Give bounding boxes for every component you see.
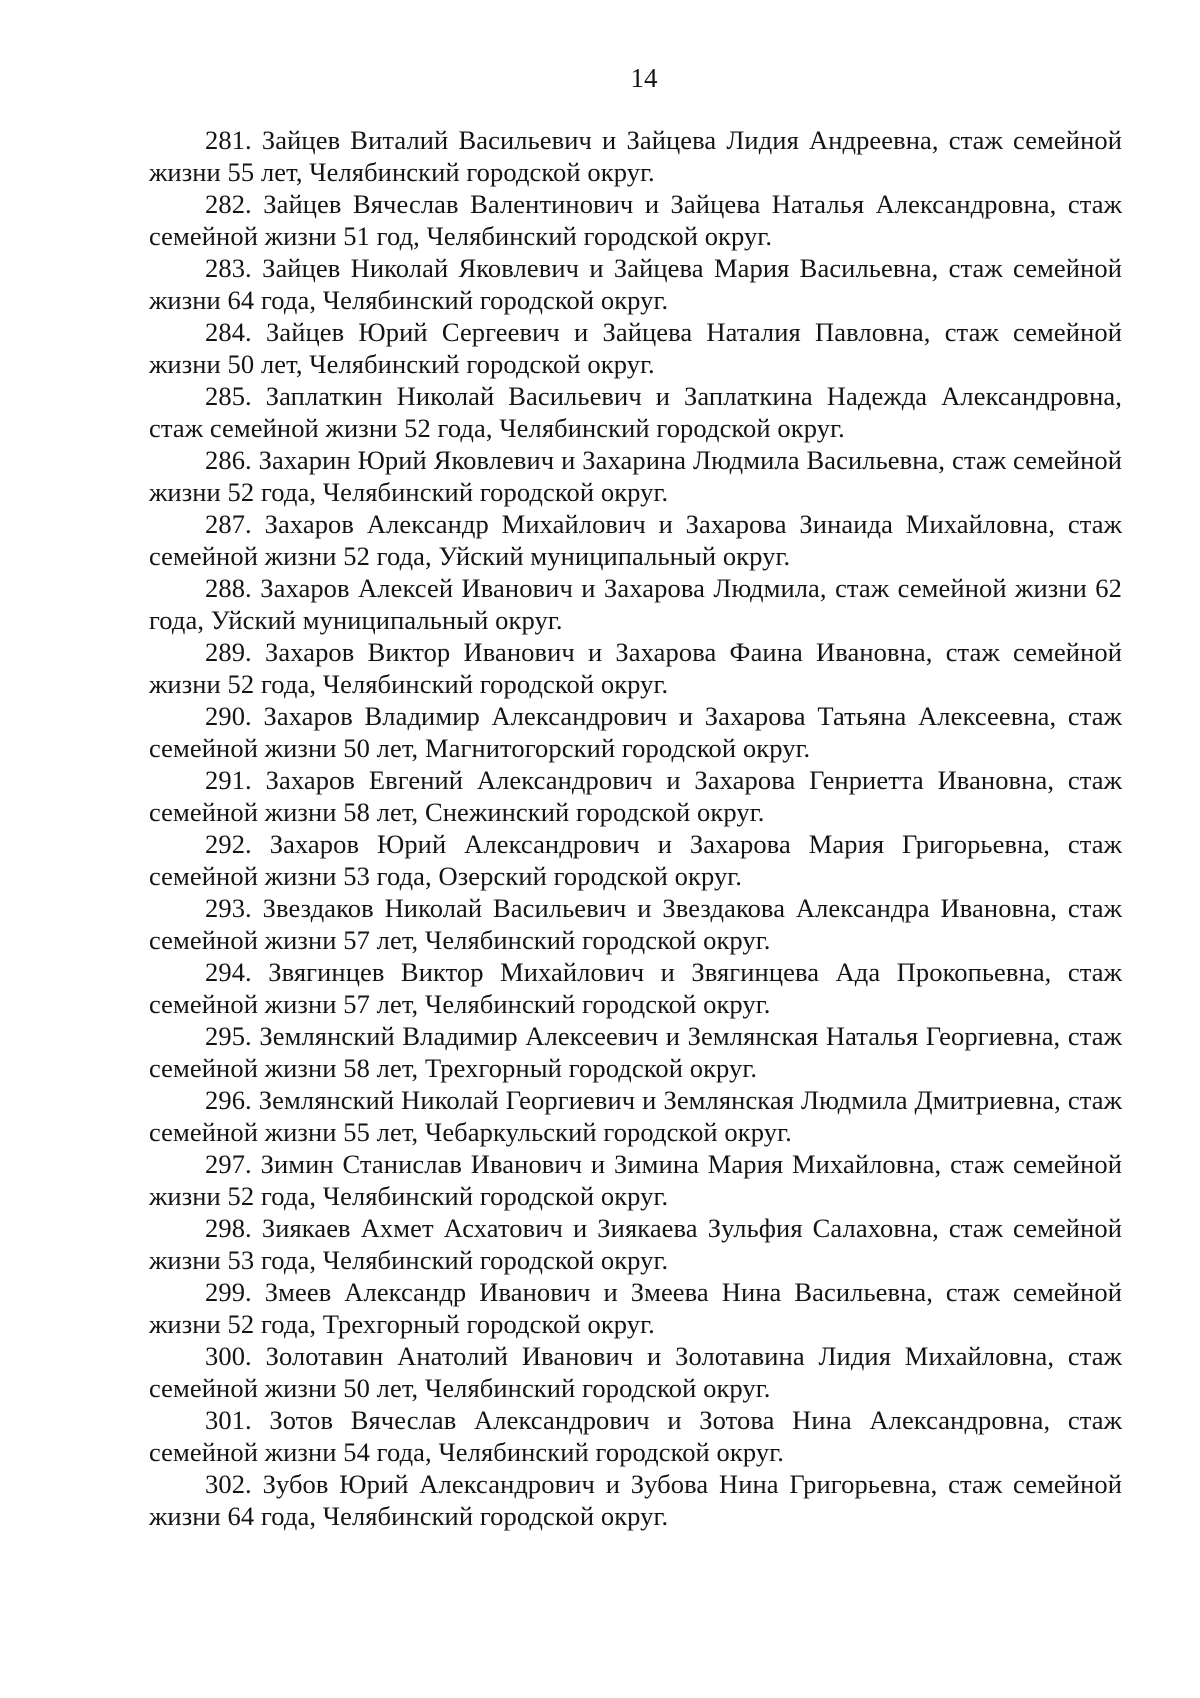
list-item [149, 892, 1122, 956]
list-item [149, 1276, 1122, 1340]
entry-number: 281. [205, 125, 252, 155]
entry-number: 290. [205, 701, 252, 731]
list-item [149, 572, 1122, 636]
entry-number: 302. [205, 1469, 252, 1499]
list-item [149, 700, 1122, 764]
entry-number: 288. [205, 573, 252, 603]
entry-text: Змеев Александр Иванович и Змеева Нина Васильевна, стаж семейной жизни 52 года, Трехгорный городской округ. [149, 1277, 1122, 1339]
entry-text: Зайцев Юрий Сергеевич и Зайцева Наталия Павловна, стаж семейной жизни 50 лет, Челябинский городской округ. [149, 317, 1122, 379]
entry-text: Заплаткин Николай Васильевич и Заплаткина Надежда Александровна, стаж семейной жизни 52 года, Челябинский городской округ. [149, 381, 1122, 443]
entry-number: 285. [205, 381, 252, 411]
list-item [149, 1148, 1122, 1212]
list-item [149, 956, 1122, 1020]
entry-text: Звездаков Николай Васильевич и Звездакова Александра Ивановна, стаж семейной жизни 57 лет, Челябинский городской округ. [149, 893, 1122, 955]
entry-number: 282. [205, 189, 252, 219]
entry-number: 301. [205, 1405, 252, 1435]
list-item [149, 636, 1122, 700]
entry-text: Зимин Станислав Иванович и Зимина Мария Михайловна, стаж семейной жизни 52 года, Челябинский городской округ. [149, 1149, 1122, 1211]
entry-number: 291. [205, 765, 252, 795]
entry-text: Захаров Евгений Александрович и Захарова Генриетта Ивановна, стаж семейной жизни 58 лет, Снежинский городской округ. [149, 765, 1122, 827]
entry-number: 292. [205, 829, 252, 859]
entry-text: Захаров Юрий Александрович и Захарова Мария Григорьевна, стаж семейной жизни 53 года, Озерский городской округ. [149, 829, 1122, 891]
entry-number: 295. [205, 1021, 252, 1051]
entry-number: 286. [205, 445, 252, 475]
entry-number: 284. [205, 317, 252, 347]
entry-number: 299. [205, 1277, 252, 1307]
page-number: 14 [630, 63, 658, 93]
list-item [149, 828, 1122, 892]
entry-text: Захаров Виктор Иванович и Захарова Фаина Ивановна, стаж семейной жизни 52 года, Челябинский городской округ. [149, 637, 1122, 699]
list-item [149, 1020, 1122, 1084]
entry-text: Захаров Александр Михайлович и Захарова Зинаида Михайловна, стаж семейной жизни 52 года, Уйский муниципальный округ. [149, 509, 1122, 571]
entry-number: 297. [205, 1149, 252, 1179]
entry-text: Землянский Владимир Алексеевич и Землянская Наталья Георгиевна, стаж семейной жизни 58 лет, Трехгорный городской округ. [149, 1021, 1122, 1083]
entry-number: 293. [205, 893, 252, 923]
entry-text: Зайцев Виталий Васильевич и Зайцева Лидия Андреевна, стаж семейной жизни 55 лет, Челябинский городской округ. [149, 125, 1122, 187]
list-item [149, 1340, 1122, 1404]
list-item [149, 1084, 1122, 1148]
entry-number: 296. [205, 1085, 252, 1115]
list-item [149, 764, 1122, 828]
list-item [149, 124, 1122, 188]
list-item [149, 252, 1122, 316]
list-item [149, 1212, 1122, 1276]
entry-text: Захарин Юрий Яковлевич и Захарина Людмила Васильевна, стаж семейной жизни 52 года, Челябинский городской округ. [149, 445, 1122, 507]
entry-text: Золотавин Анатолий Иванович и Золотавина Лидия Михайловна, стаж семейной жизни 50 лет, Челябинский городской округ. [149, 1341, 1122, 1403]
entry-number: 283. [205, 253, 252, 283]
entry-text: Захаров Алексей Иванович и Захарова Людмила, стаж семейной жизни 62 года, Уйский муниципальный округ. [149, 573, 1122, 635]
entry-text: Звягинцев Виктор Михайлович и Звягинцева Ада Прокопьевна, стаж семейной жизни 57 лет, Челябинский городской округ. [149, 957, 1122, 1019]
list-item [149, 1404, 1122, 1468]
list-item [149, 380, 1122, 444]
entry-number: 300. [205, 1341, 252, 1371]
list-item [149, 444, 1122, 508]
list-item [149, 188, 1122, 252]
entry-text: Зайцев Вячеслав Валентинович и Зайцева Наталья Александровна, стаж семейной жизни 51 год, Челябинский городской округ. [149, 189, 1122, 251]
list-item [149, 316, 1122, 380]
entry-text: Захаров Владимир Александрович и Захарова Татьяна Алексеевна, стаж семейной жизни 50 лет, Магнитогорский городской округ. [149, 701, 1122, 763]
entry-text: Зубов Юрий Александрович и Зубова Нина Григорьевна, стаж семейной жизни 64 года, Челябинский городской округ. [149, 1469, 1122, 1531]
entry-text: Зиякаев Ахмет Асхатович и Зиякаева Зульфия Салаховна, стаж семейной жизни 53 года, Челябинский городской округ. [149, 1213, 1122, 1275]
entry-number: 287. [205, 509, 252, 539]
entry-text: Землянский Николай Георгиевич и Землянская Людмила Дмитриевна, стаж семейной жизни 55 лет, Чебаркульский городской округ. [149, 1085, 1122, 1147]
list-item [149, 1468, 1122, 1532]
entry-number: 294. [205, 957, 252, 987]
entry-list [149, 124, 1122, 1532]
entry-number: 289. [205, 637, 252, 667]
entry-text: Зайцев Николай Яковлевич и Зайцева Мария Васильевна, стаж семейной жизни 64 года, Челябинский городской округ. [149, 253, 1122, 315]
entry-text: Зотов Вячеслав Александрович и Зотова Нина Александровна, стаж семейной жизни 54 года, Челябинский городской округ. [149, 1405, 1122, 1467]
list-item [149, 508, 1122, 572]
entry-number: 298. [205, 1213, 252, 1243]
